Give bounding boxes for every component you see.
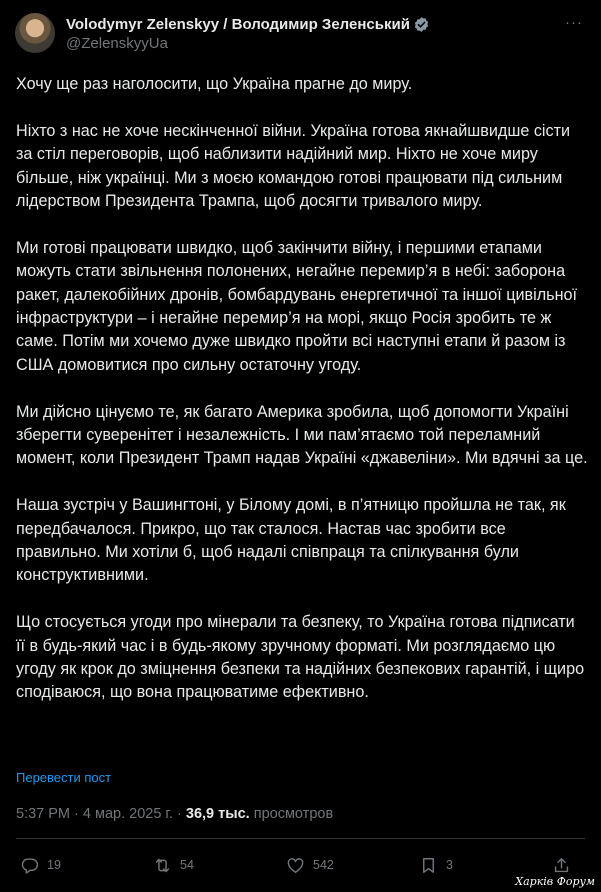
meta-separator: · [74, 806, 83, 822]
views-count: 36,9 тыс. [185, 806, 250, 822]
post-text [16, 73, 588, 705]
author-names [66, 14, 430, 52]
author-display-name[interactable]: Volodymyr Zelenskyy / Володимир Зеленський [66, 15, 410, 33]
like-button[interactable] [286, 856, 346, 875]
share-button[interactable] [552, 856, 579, 875]
bookmark-count: 3 [446, 858, 453, 872]
post-paragraph: Ніхто з нас не хоче нескінченної війни. Україна готова якнайшвидше сісти за стіл переговорів, щоб наблизити надійний мир. Ніхто не хоче миру більше, ніж українці. Ми з моєю командою готові працювати під сильним лідерством Президента Трампа, щоб досягти тривалого миру. [16, 121, 571, 211]
post-time[interactable]: 5:37 PM [16, 806, 70, 822]
divider [16, 838, 585, 839]
reply-count: 19 [47, 858, 61, 872]
meta-separator: · [177, 806, 186, 822]
avatar[interactable] [15, 13, 55, 53]
bookmark-icon [419, 856, 438, 875]
heart-icon [286, 856, 305, 875]
reply-icon [20, 856, 39, 875]
post-paragraph: Ми дійсно цінуємо те, як багато Америка зробила, щоб допомогти Україні зберегти суверенітет і незалежність. І ми пам’ятаємо той переламний момент, коли Президент Трамп надав Україні «джавеліни». Ми вдячні за це. [16, 402, 588, 468]
share-icon [552, 856, 571, 875]
more-options-icon[interactable]: ··· [565, 14, 583, 31]
repost-icon [153, 856, 172, 875]
post-header [15, 13, 430, 59]
bookmark-button[interactable] [419, 856, 479, 875]
watermark: Харків Форум [515, 875, 595, 888]
post-paragraph: Що стосується угоди про мінерали та безпеку, то Україна готова підписати її в будь-який час і в будь-якому зручному форматі. Ми розглядаємо цю угоду як крок до зміцнення безпеки та надійних безпекових гарантій, і щиро сподіваюся, що вона працюватиме ефективно. [16, 613, 585, 702]
post-meta [16, 806, 333, 822]
post-paragraph: Хочу ще раз наголосити, що Україна прагне до миру. [16, 75, 413, 93]
author-handle[interactable]: @ZelenskyyUa [66, 35, 168, 52]
reply-button[interactable] [20, 856, 80, 875]
repost-button[interactable] [153, 856, 213, 875]
post-paragraph: Наша зустріч у Вашингтоні, у Білому домі, в п’ятницю пройшла не так, як передбачалося. Прикро, що так сталося. Настав час зробити все правильно. Ми хотіли б, щоб надалі співпраця та спілкування були конструктивними. [16, 496, 566, 585]
display-name-row [66, 14, 430, 34]
post-paragraph: Ми готові працювати швидко, щоб закінчити війну, і першими етапами можуть стати звільнення полонених, негайне перемир’я в небі: заборона ракет, далекобійних дронів, бомбардувань енергетичної та іншої цивільної інфраструктури – і негайне перемир’я на морі, якщо Росія зробить те ж саме. Потім ми хочемо дуже швидко пройти всі наступні етапи й разом із США домовитися про сильну остаточну угоду. [16, 238, 578, 374]
post-date[interactable]: 4 мар. 2025 г. [82, 806, 173, 822]
action-bar [20, 852, 579, 878]
views-label: просмотров [253, 806, 334, 822]
repost-count: 54 [180, 858, 194, 872]
verified-badge-icon[interactable] [413, 16, 430, 33]
like-count: 542 [313, 858, 334, 872]
translate-post-link[interactable]: Перевести пост [16, 770, 112, 785]
